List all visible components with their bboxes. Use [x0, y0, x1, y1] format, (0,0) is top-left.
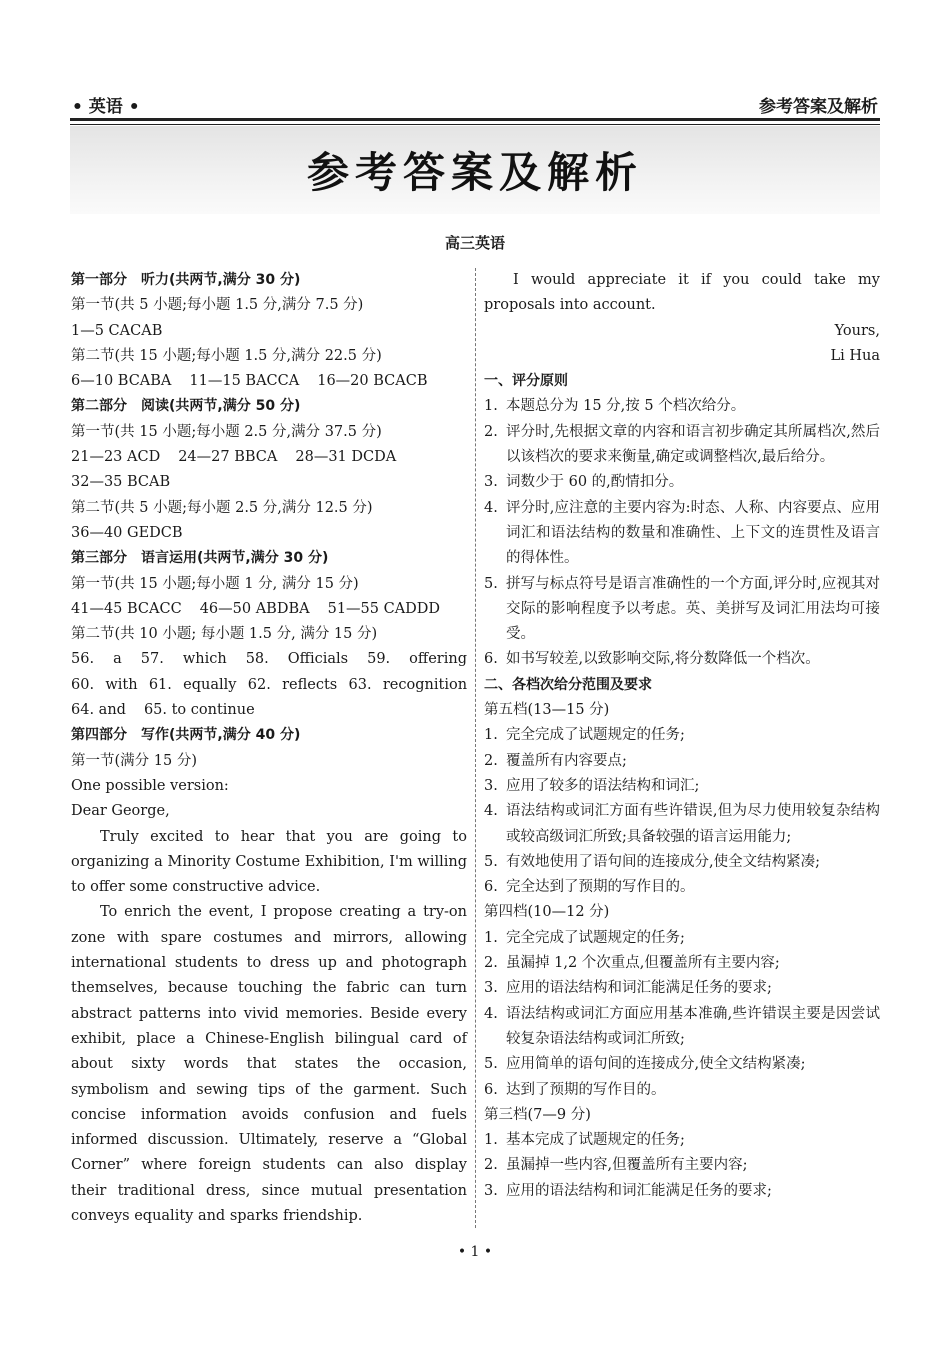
list-text: 完全完成了试题规定的任务; [506, 727, 685, 744]
list-text: 本题总分为 15 分,按 5 个档次给分。 [506, 398, 746, 415]
tier5-title: 第五档(13—15 分) [484, 702, 610, 719]
part4-heading: 第四部分 写作(共两节,满分 40 分) [71, 727, 301, 744]
part3-heading: 第三部分 语言运用(共两节,满分 30 分) [71, 550, 329, 567]
list-item [484, 723, 880, 748]
list-item [484, 420, 880, 471]
banner-title: 参考答案及解析 [306, 148, 643, 197]
left-column [71, 268, 467, 1229]
answer-item: 61. equally [148, 676, 237, 693]
header-title: 参考答案及解析 [759, 97, 878, 117]
list-number: 6. [484, 651, 498, 668]
list-item [484, 394, 880, 419]
model-essay-label: One possible version: [71, 777, 229, 794]
column-divider [475, 268, 476, 1228]
list-item [484, 850, 880, 875]
answer-group: 41—45 BCACC [71, 600, 182, 617]
list-number: 2. [484, 423, 498, 440]
list-text: 拼写与标点符号是语言准确性的一个方面,评分时,应视其对交际的影响程度予以考虑。英、美拼写及词汇用法均可接受。 [506, 575, 880, 643]
list-number: 1. [484, 398, 498, 415]
part1-section1: 第一节(共 5 小题;每小题 1.5 分,满分 7.5 分) [71, 297, 364, 314]
answers-60-63 [71, 673, 467, 698]
list-text: 应用的语法结构和词汇能满足任务的要求; [506, 980, 772, 997]
list-text: 覆盖所有内容要点; [506, 752, 627, 769]
score-bands-heading: 二、各档次给分范围及要求 [484, 676, 652, 693]
list-item [484, 1153, 880, 1178]
list-number: 1. [484, 1132, 498, 1149]
answers-6-20 [71, 369, 467, 394]
answer-group: 11—15 BACCA [189, 373, 300, 390]
list-text: 评分时,应注意的主要内容为:时态、人称、内容要点、应用词汇和语法结构的数量和准确性、上下文的连贯性及语言的得体性。 [506, 499, 880, 567]
list-number: 4. [484, 803, 498, 820]
list-text: 语法结构或词汇方面有些许错误,但为尽力使用较复杂结构或较高级词汇所致;具备较强的语言运用能力; [506, 803, 880, 845]
list-item [484, 976, 880, 1001]
answer-group: 28—31 DCDA [295, 449, 397, 466]
list-item [484, 1078, 880, 1103]
list-text: 评分时,先根据文章的内容和语言初步确定其所属档次,然后以该档次的要求来衡量,确定或调整档次,最后给分。 [506, 423, 880, 466]
list-number: 1. [484, 929, 498, 946]
list-number: 1. [484, 727, 498, 744]
list-text: 应用了较多的语法结构和词汇; [506, 777, 700, 794]
list-number: 4. [484, 499, 498, 516]
header-rule-thick [70, 118, 880, 121]
tier4-title: 第四档(10—12 分) [484, 904, 610, 921]
list-number: 2. [484, 1157, 498, 1174]
answer-group: 51—55 CADDD [327, 600, 441, 617]
list-text: 词数少于 60 的,酌情扣分。 [506, 474, 684, 491]
list-item [484, 572, 880, 648]
letter-paragraph-2: To enrich the event, I propose creating a try-on zone with spare costumes and mirrors, allowing international students to dress up and photograph themselves, because touching the fabric can turn abstract patterns into vivid memories. Beside every exhibit, place a Chinese-English bilingual card of about sixty words that states the occasion, symbolism and sewing tips of the garment. Such concise information avoids confusion and fuels informed discussion. Ultimately, reserve a “Global Corner” where foreign students can also display their traditional dress, since mutual presentation conveys equality and sparks friendship. [71, 904, 467, 1224]
letter-paragraph-1: Truly excited to hear that you are going to organizing a Minority Costume Exhibition, I'm willing to offer some constructive advice. [71, 828, 467, 896]
answers-36-40: 36—40 GEDCB [71, 524, 183, 541]
list-number: 3. [484, 777, 498, 794]
list-item [484, 926, 880, 951]
list-number: 2. [484, 752, 498, 769]
list-item [484, 1052, 880, 1077]
answer-item: 65. to continue [143, 702, 255, 719]
list-item [484, 647, 880, 672]
answer-group: 21—23 ACD [71, 449, 161, 466]
part2-section1: 第一节(共 15 小题;每小题 2.5 分,满分 37.5 分) [71, 423, 382, 440]
answer-item: 60. with [71, 676, 138, 693]
list-text: 完全完成了试题规定的任务; [506, 929, 685, 946]
answer-item: 62. reflects [247, 676, 338, 693]
list-item [484, 496, 880, 572]
part1-section2: 第二节(共 15 小题;每小题 1.5 分,满分 22.5 分) [71, 347, 382, 364]
answer-item: 57. which [140, 651, 227, 668]
part1-heading: 第一部分 听力(共两节,满分 30 分) [71, 272, 301, 288]
list-item [484, 749, 880, 774]
list-number: 2. [484, 955, 498, 972]
list-number: 5. [484, 1056, 498, 1073]
list-item [484, 1002, 880, 1053]
answer-item: 63. recognition [348, 676, 468, 693]
letter-signature: Li Hua [830, 347, 880, 364]
list-text: 有效地使用了语句间的连接成分,使全文结构紧凑; [506, 853, 820, 870]
title-banner [70, 126, 880, 214]
list-text: 应用的语法结构和词汇能满足任务的要求; [506, 1182, 772, 1199]
list-text: 完全达到了预期的写作目的。 [506, 879, 695, 896]
part2-heading: 第二部分 阅读(共两节,满分 50 分) [71, 398, 301, 415]
list-number: 5. [484, 575, 498, 592]
list-text: 语法结构或词汇方面应用基本准确,些许错误主要是因尝试较复杂语法结构或词汇所致; [506, 1005, 880, 1047]
part4-section1: 第一节(满分 15 分) [71, 752, 197, 769]
answer-item: 64. and [71, 702, 126, 719]
list-text: 达到了预期的写作目的。 [506, 1081, 666, 1098]
list-item [484, 470, 880, 495]
page-subtitle: 高三英语 [444, 234, 505, 252]
letter-closing-paragraph: I would appreciate it if you could take my proposals into account. [484, 272, 880, 314]
answer-group: 6—10 BCABA [71, 373, 172, 390]
answer-group: 46—50 ABDBA [199, 600, 310, 617]
list-number: 6. [484, 879, 498, 896]
list-number: 5. [484, 853, 498, 870]
answers-1-5: 1—5 CACAB [71, 322, 163, 339]
answers-64-65 [71, 698, 467, 723]
list-text: 虽漏掉一些内容,但覆盖所有主要内容; [506, 1157, 748, 1174]
answers-21-31 [71, 445, 467, 470]
answers-41-55 [71, 597, 467, 622]
list-number: 3. [484, 474, 498, 491]
scoring-principles-heading: 一、评分原则 [484, 373, 568, 390]
list-text: 虽漏掉 1,2 个次重点,但覆盖所有主要内容; [506, 955, 780, 972]
header-rule-thin [70, 124, 880, 125]
list-text: 应用简单的语句间的连接成分,使全文结构紧凑; [506, 1056, 806, 1073]
letter-salutation: Dear George, [71, 803, 170, 820]
list-item [484, 1179, 880, 1204]
list-item [484, 1128, 880, 1153]
part3-section2: 第二节(共 10 小题; 每小题 1.5 分, 满分 15 分) [71, 626, 378, 643]
list-number: 4. [484, 1005, 498, 1022]
list-text: 如书写较差,以致影响交际,将分数降低一个档次。 [506, 651, 820, 668]
answer-item: 58. Officials [245, 651, 349, 668]
answer-group: 16—20 BCACB [317, 373, 428, 390]
part2-section2: 第二节(共 5 小题;每小题 2.5 分,满分 12.5 分) [71, 499, 373, 516]
answer-item: 56. a [71, 651, 122, 668]
answer-item: 59. offering [367, 651, 467, 668]
list-number: 3. [484, 1182, 498, 1199]
page-number: • 1 • [457, 1244, 493, 1260]
answers-56-59 [71, 647, 467, 672]
list-item [484, 951, 880, 976]
letter-closing: Yours, [834, 322, 880, 339]
list-text: 基本完成了试题规定的任务; [506, 1132, 685, 1149]
header-subject: • 英语 • [72, 97, 140, 117]
answer-group: 24—27 BBCA [178, 449, 278, 466]
list-item [484, 875, 880, 900]
tier3-title: 第三档(7—9 分) [484, 1106, 591, 1123]
list-number: 6. [484, 1081, 498, 1098]
right-column [484, 268, 880, 1204]
part3-section1: 第一节(共 15 小题;每小题 1 分, 满分 15 分) [71, 575, 359, 592]
list-item [484, 799, 880, 850]
list-item [484, 774, 880, 799]
answers-32-35: 32—35 BCAB [71, 474, 171, 491]
list-number: 3. [484, 980, 498, 997]
